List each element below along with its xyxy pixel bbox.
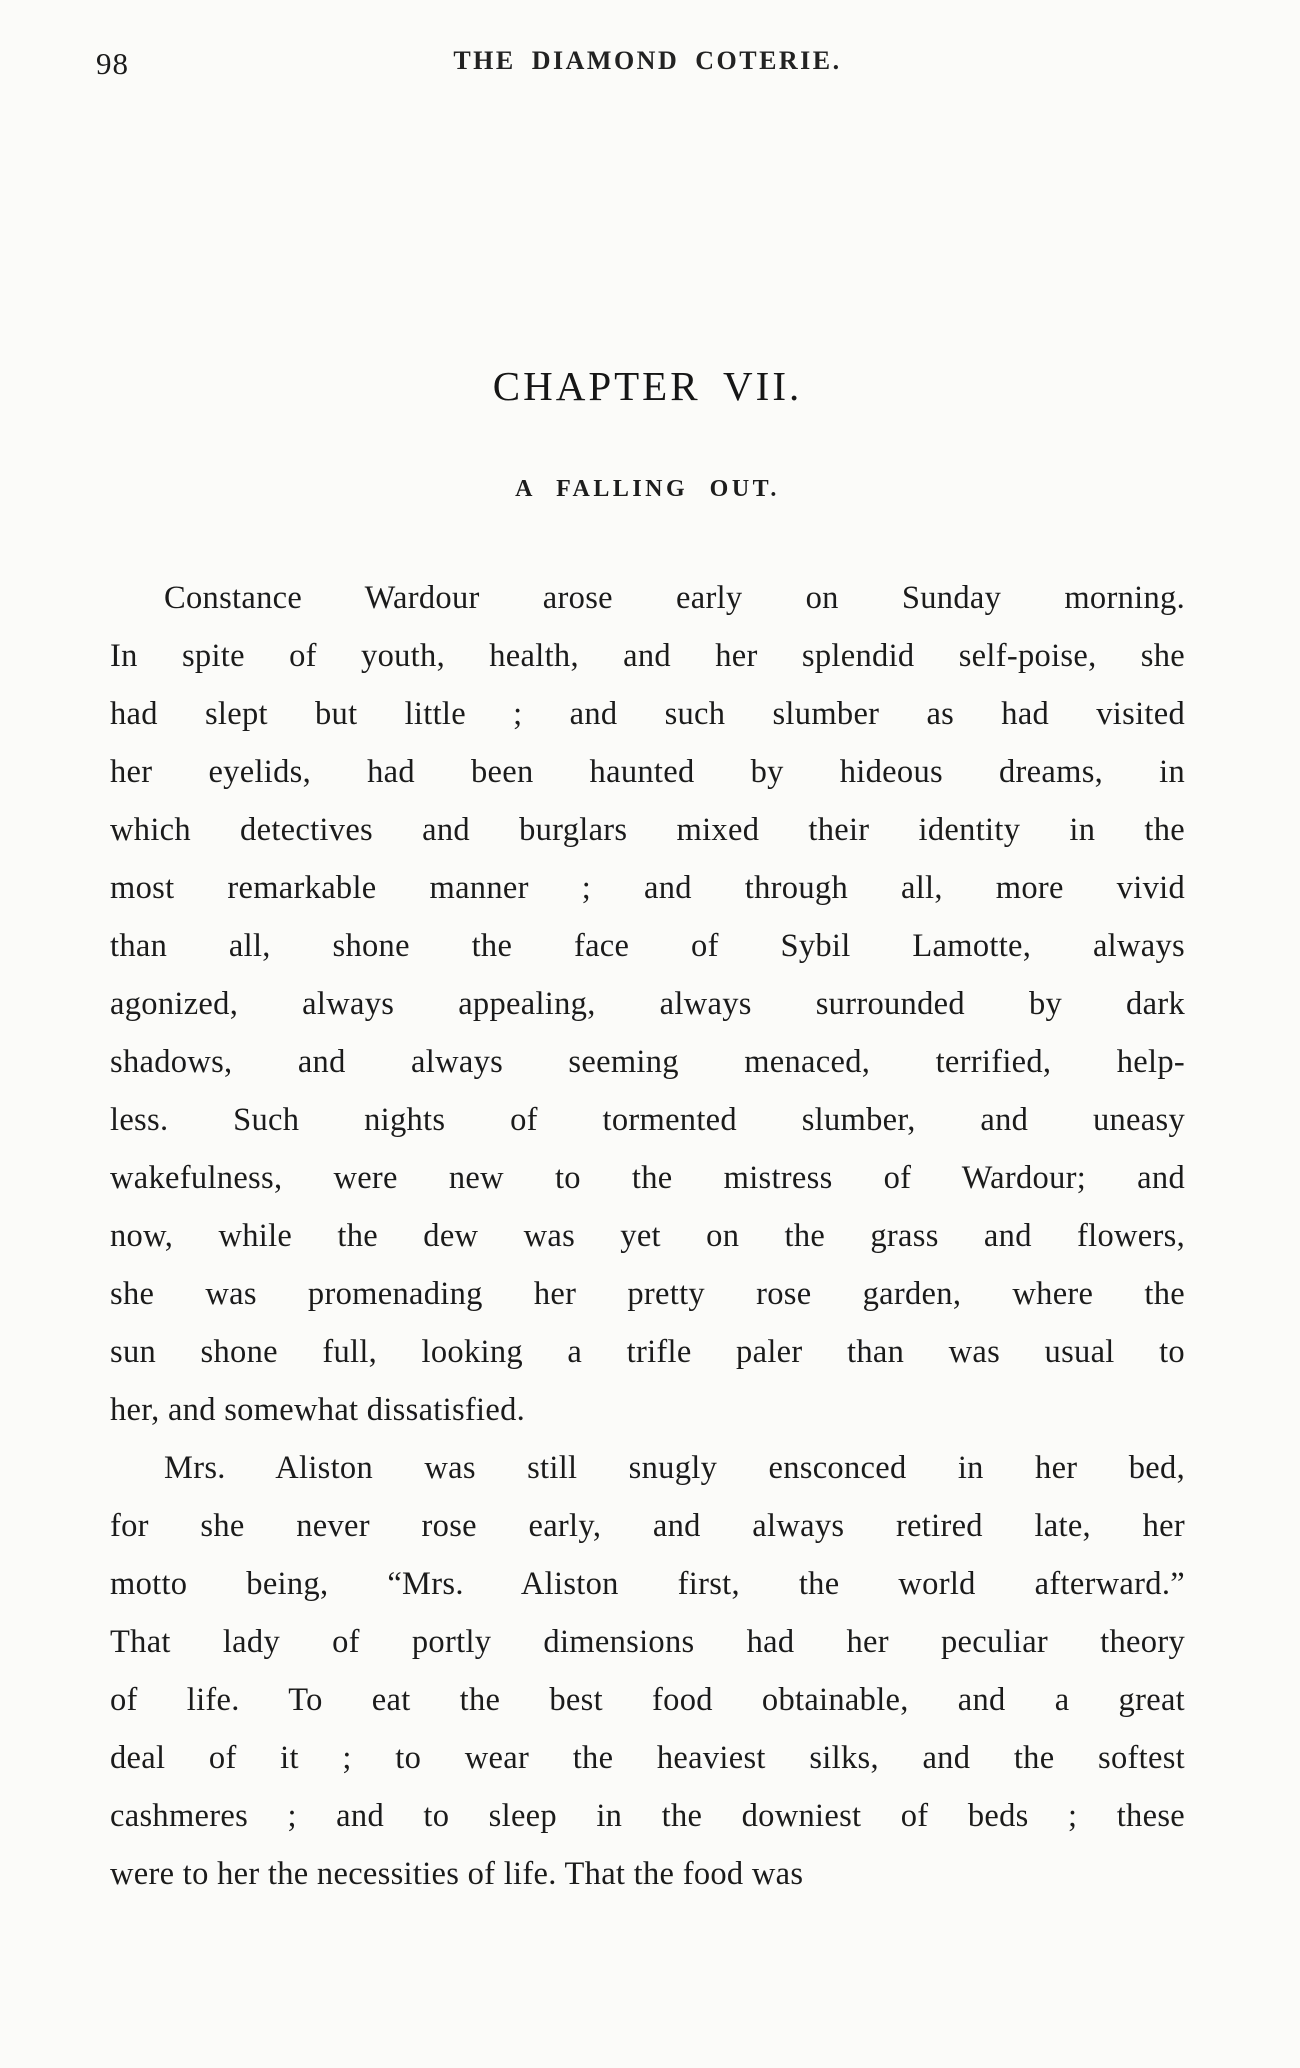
text-line: That lady of portly dimensions had her peculiar theory (110, 1624, 1185, 1660)
paragraph (110, 1439, 1185, 1903)
text-line: now, while the dew was yet on the grass and flowers, (110, 1218, 1185, 1254)
text-line: of life. To eat the best food obtainable, and a great (110, 1682, 1185, 1718)
paragraph (110, 569, 1185, 1439)
text-line: shadows, and always seeming menaced, terrified, help- (110, 1044, 1185, 1080)
text-line: which detectives and burglars mixed their identity in the (110, 812, 1185, 848)
text-line: had slept but little ; and such slumber as had visited (110, 696, 1185, 732)
text-line: Constance Wardour arose early on Sunday morning. (164, 580, 1185, 616)
page-number: 98 (96, 46, 129, 81)
text-line: cashmeres ; and to sleep in the downiest of beds ; these (110, 1798, 1185, 1834)
text-line: than all, shone the face of Sybil Lamotte, always (110, 928, 1185, 964)
chapter-subtitle: A FALLING OUT. (515, 476, 780, 502)
text-line: were to her the necessities of life. That the food was (110, 1856, 804, 1892)
chapter-title: CHAPTER VII. (492, 363, 803, 409)
text-line: she was promenading her pretty rose garden, where the (110, 1276, 1185, 1312)
text-line: less. Such nights of tormented slumber, and uneasy (110, 1102, 1185, 1138)
running-header: THE DIAMOND COTERIE. (453, 46, 842, 75)
text-line: In spite of youth, health, and her splendid self-poise, she (110, 638, 1185, 674)
body-text (110, 569, 1185, 1903)
text-line: her, and somewhat dissatisfied. (110, 1392, 526, 1428)
text-line: wakefulness, were new to the mistress of Wardour; and (110, 1160, 1185, 1196)
text-line: for she never rose early, and always retired late, her (110, 1508, 1185, 1544)
text-line: her eyelids, had been haunted by hideous dreams, in (110, 754, 1185, 790)
text-line: sun shone full, looking a trifle paler than was usual to (110, 1334, 1185, 1370)
page-header (96, 46, 1185, 86)
text-line: agonized, always appealing, always surrounded by dark (110, 986, 1185, 1022)
text-line: motto being, “Mrs. Aliston first, the world afterward.” (110, 1566, 1185, 1602)
text-line: deal of it ; to wear the heaviest silks, and the softest (110, 1740, 1185, 1776)
text-line: Mrs. Aliston was still snugly ensconced in her bed, (164, 1450, 1185, 1486)
text-line: most remarkable manner ; and through all, more vivid (110, 870, 1185, 906)
